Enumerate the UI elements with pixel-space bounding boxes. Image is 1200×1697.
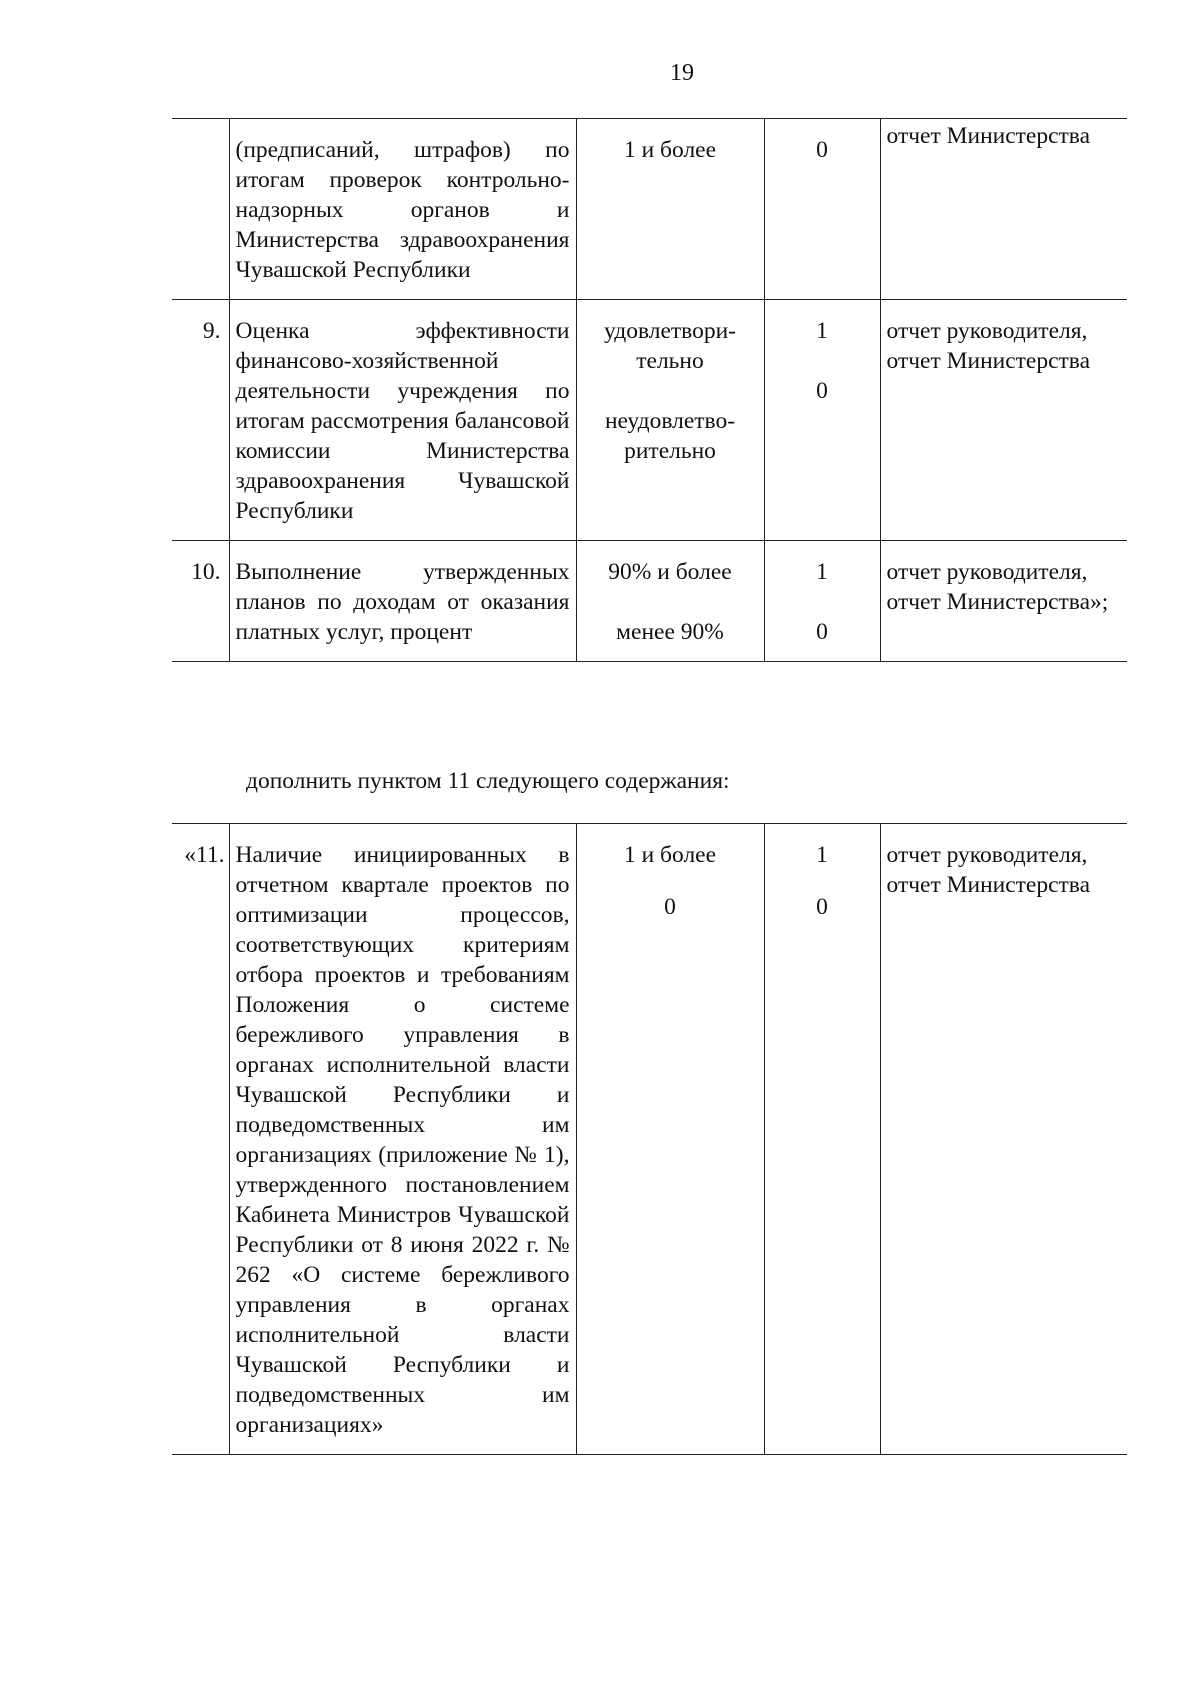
page-number: 19 xyxy=(670,60,694,86)
source-cell: отчет руководителя, отчет Министерства xyxy=(880,300,1127,541)
score-cell xyxy=(764,824,880,1455)
criterion: 1 и более xyxy=(623,137,717,163)
indicator-name: Выполнение утвержденных планов по доходам от оказания платных услуг, процент xyxy=(229,541,576,662)
table-row xyxy=(172,300,1127,541)
score: 1 xyxy=(816,559,828,585)
criteria-cell xyxy=(576,541,764,662)
row-number: «11. xyxy=(172,824,229,1455)
score: 1 xyxy=(816,842,828,868)
criterion: неудовлетво- рительно xyxy=(604,408,736,464)
source-cell: отчет руководителя, отчет Министерства»; xyxy=(880,541,1127,662)
table-row xyxy=(172,541,1127,662)
criterion: менее 90% xyxy=(616,619,724,645)
score: 1 xyxy=(816,318,828,344)
criterion: 90% и более xyxy=(608,559,732,585)
score: 0 xyxy=(816,378,828,404)
criterion: 0 xyxy=(664,894,676,920)
spacer xyxy=(583,870,758,892)
score-cell xyxy=(764,300,880,541)
row-number xyxy=(172,119,229,300)
source-cell: отчет руководителя, отчет Министерства xyxy=(880,824,1127,1455)
score: 0 xyxy=(816,894,828,920)
criterion: 1 и более xyxy=(623,842,717,868)
score-cell xyxy=(764,119,880,300)
table-row xyxy=(172,119,1127,300)
criteria-cell xyxy=(576,119,764,300)
amendment-text: дополнить пунктом 11 следующего содержания: xyxy=(246,768,730,794)
indicators-table-bottom xyxy=(172,823,1127,1455)
indicators-table-top xyxy=(172,118,1127,662)
criterion: удовлетвори- тельно xyxy=(603,318,737,374)
row-number: 9. xyxy=(172,300,229,541)
spacer xyxy=(771,587,874,617)
score-cell xyxy=(764,541,880,662)
spacer xyxy=(771,870,874,892)
row-number: 10. xyxy=(172,541,229,662)
indicator-name: Наличие инициированных в отчетном квартале проектов по оптимизации процессов, соответствующих критериям отбора проектов и требованиям Положения о системе бережливого управления в органах исполнительной власти Чувашской Республики и подведомственных им организациях (приложение № 1), утвержденного постановлением Кабинета Министров Чувашской Республики от 8 июня 2022 г. № 262 «О системе бережливого управления в органах исполнительной власти Чувашской Республики и подведомственных им организациях» xyxy=(229,824,576,1455)
score: 0 xyxy=(816,137,828,163)
criteria-cell xyxy=(576,824,764,1455)
indicator-name: Оценка эффективности финансово-хозяйственной деятельности учреждения по итогам рассмотрения балансовой комиссии Министерства здравоохранения Чувашской Республики xyxy=(229,300,576,541)
source-cell: отчет Министерства xyxy=(880,119,1127,300)
table-row xyxy=(172,824,1127,1455)
spacer xyxy=(583,587,758,617)
spacer xyxy=(583,376,758,406)
spacer xyxy=(771,346,874,376)
score: 0 xyxy=(816,619,828,645)
criteria-cell xyxy=(576,300,764,541)
indicator-name: (предписаний, штрафов) по итогам проверок контрольно-надзорных органов и Министерства здравоохранения Чувашской Республики xyxy=(229,119,576,300)
